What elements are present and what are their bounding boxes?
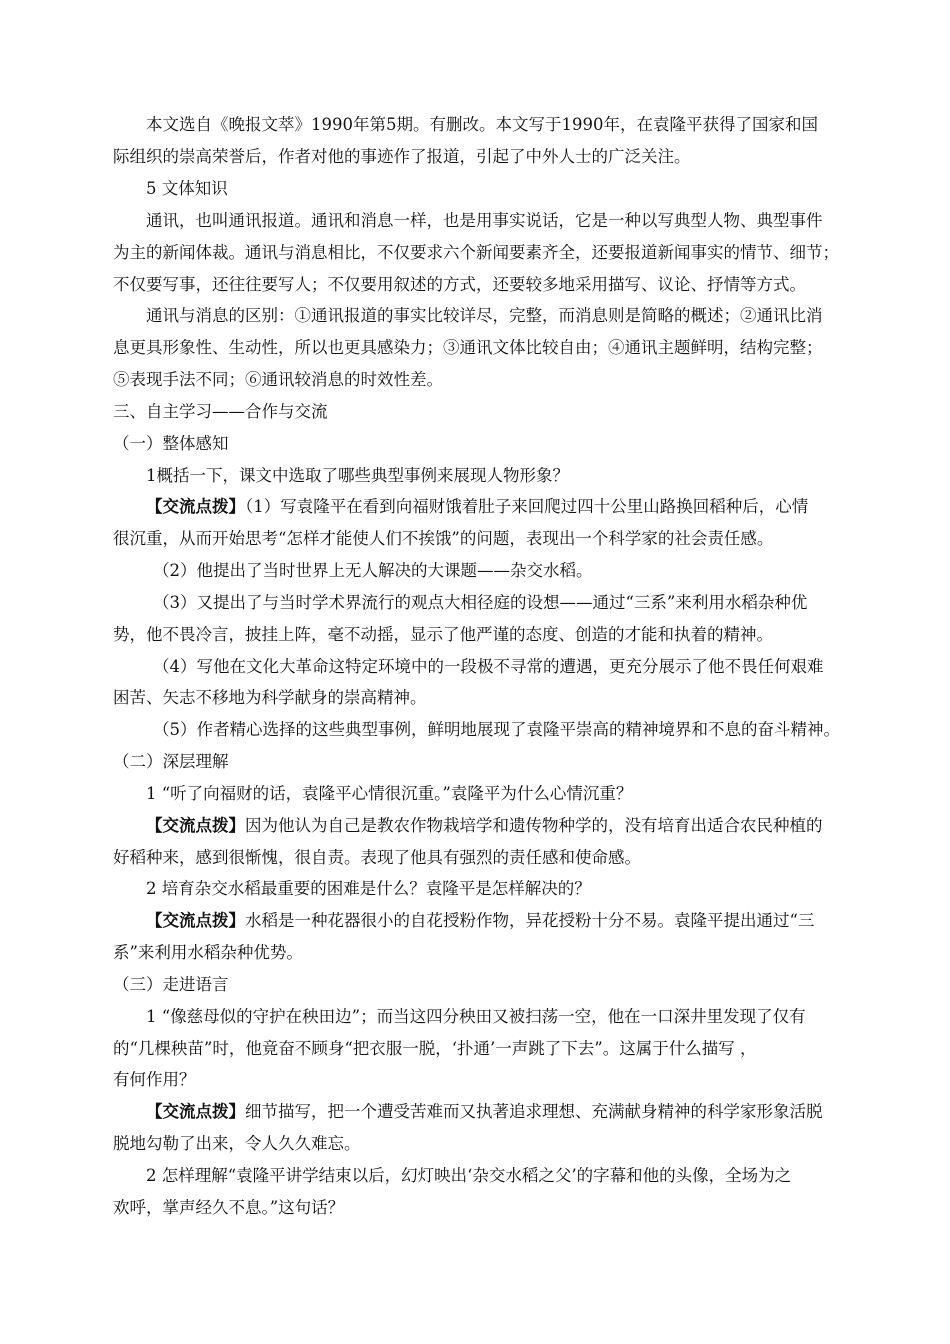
text-line: 系”来利用水稻杂种优势。: [113, 943, 303, 962]
answer-line: [146, 1102, 823, 1122]
text-line: 势，他不畏冷言，披挂上阵，毫不动摇，显示了他严谨的态度、创造的才能和执着的精神。: [113, 625, 773, 644]
text-line: 的“几棵秧苗”时，他竟奋不顾身“把衣服一脱，‘扑通’一声跳了下去”。这属于什么描写 ，: [113, 1039, 757, 1058]
answer-text: 水稻是一种花器很小的自花授粉作物，异花授粉十分不易。袁隆平提出通过“三: [245, 911, 815, 930]
text-line: 困苦、矢志不移地为科学献身的崇高精神。: [113, 688, 427, 707]
answer-text: 细节描写，把一个遭受苦难而又执著追求理想、充满献身精神的科学家形象活脱: [245, 1102, 823, 1121]
text-line: （2）他提出了当时世界上无人解决的大课题——杂交水稻。: [153, 561, 593, 580]
text-line: 际组织的崇高荣誉后，作者对他的事迹作了报道，引起了中外人士的广泛关注。: [113, 147, 691, 166]
question: 1 “听了向福财的话，袁隆平心情很沉重。”袁隆平为什么心情沉重？: [146, 784, 633, 803]
section-heading: 三、自主学习——合作与交流: [113, 402, 328, 421]
text-line: 欢呼，掌声经久不息。”这句话？: [113, 1198, 345, 1217]
question: 2 怎样理解“袁隆平讲学结束以后，幻灯映出‘杂交水稻之父’的字幕和他的头像，全场为之: [146, 1166, 792, 1185]
subsection-heading: （三）走进语言: [113, 975, 229, 994]
answer-text: 因为他认为自己是教农作物栽培学和遗传物种学的，没有培育出适合农民种植的: [245, 816, 823, 835]
text-line: 很沉重，从而开始思考“怎样才能使人们不挨饿”的问题，表现出一个科学家的社会责任感。: [113, 529, 774, 548]
text-line: （5）作者精心选择的这些典型事例，鲜明地展现了袁隆平崇高的精神境界和不息的奋斗精神。: [153, 720, 840, 739]
text-line: 不仅要写事，还往往要写人；不仅要用叙述的方式，还要较多地采用描写、议论、抒情等方式。: [113, 275, 806, 294]
text-line: （4）写他在文化大革命这特定环境中的一段极不寻常的遭遇，更充分展示了他不畏任何艰难: [153, 657, 824, 676]
question: 1概括一下，课文中选取了哪些典型事例来展现人物形象？: [146, 466, 569, 485]
text-line: 息更具形象性、生动性，所以也更具感染力；③通讯文体比较自由；④通讯主题鲜明，结构完整；: [113, 338, 823, 357]
text-line: 脱地勾勒了出来，令人久久难忘。: [113, 1134, 361, 1153]
text-line: （3）又提出了与当时学术界流行的观点大相径庭的设想——通过“三系”来利用水稻杂种优: [153, 593, 808, 612]
question: 1 “像慈母似的守护在秧田边”；而当这四分秧田又被扫荡一空，他在一口深井里发现了仅有: [146, 1007, 806, 1026]
answer-line: [146, 497, 808, 517]
question: 2 培育杂交水稻最重要的困难是什么？袁隆平是怎样解决的？: [146, 879, 591, 898]
text-line: 本文选自《晚报文萃》1990年第5期。有删改。本文写于1990年，在袁隆平获得了国家和国: [146, 115, 818, 134]
text-line: 为主的新闻体裁。通讯与消息相比，不仅要求六个新闻要素齐全，还要报道新闻事实的情节、细节；: [113, 243, 839, 262]
text-line: ⑤表现手法不同；⑥通讯较消息的时效性差。: [113, 370, 443, 389]
answer-tag: 【交流点拨】: [146, 911, 245, 930]
answer-tag: 【交流点拨】: [146, 816, 245, 835]
answer-tag: 【交流点拨】: [146, 1102, 245, 1121]
text-line: 有何作用？: [113, 1070, 196, 1089]
text-line: 好稻种来，感到很惭愧，很自责。表现了他具有强烈的责任感和使命感。: [113, 848, 641, 867]
answer-tag: 【交流点拨】: [146, 497, 245, 516]
answer-line: [146, 816, 823, 836]
subsection-heading: （二）深层理解: [113, 752, 229, 771]
section-heading: 5 文体知识: [146, 179, 228, 198]
subsection-heading: （一）整体感知: [113, 434, 229, 453]
text-line: 通讯与消息的区别：①通讯报道的事实比较详尽，完整，而消息则是简略的概述；②通讯比消: [146, 306, 823, 325]
answer-line: [146, 911, 814, 931]
answer-text: （1）写袁隆平在看到向福财饿着肚子来回爬过四十公里山路换回稻种后，心情: [245, 497, 809, 516]
text-line: 通讯，也叫通讯报道。通讯和消息一样，也是用事实说话，它是一种以写典型人物、典型事件: [146, 211, 823, 230]
